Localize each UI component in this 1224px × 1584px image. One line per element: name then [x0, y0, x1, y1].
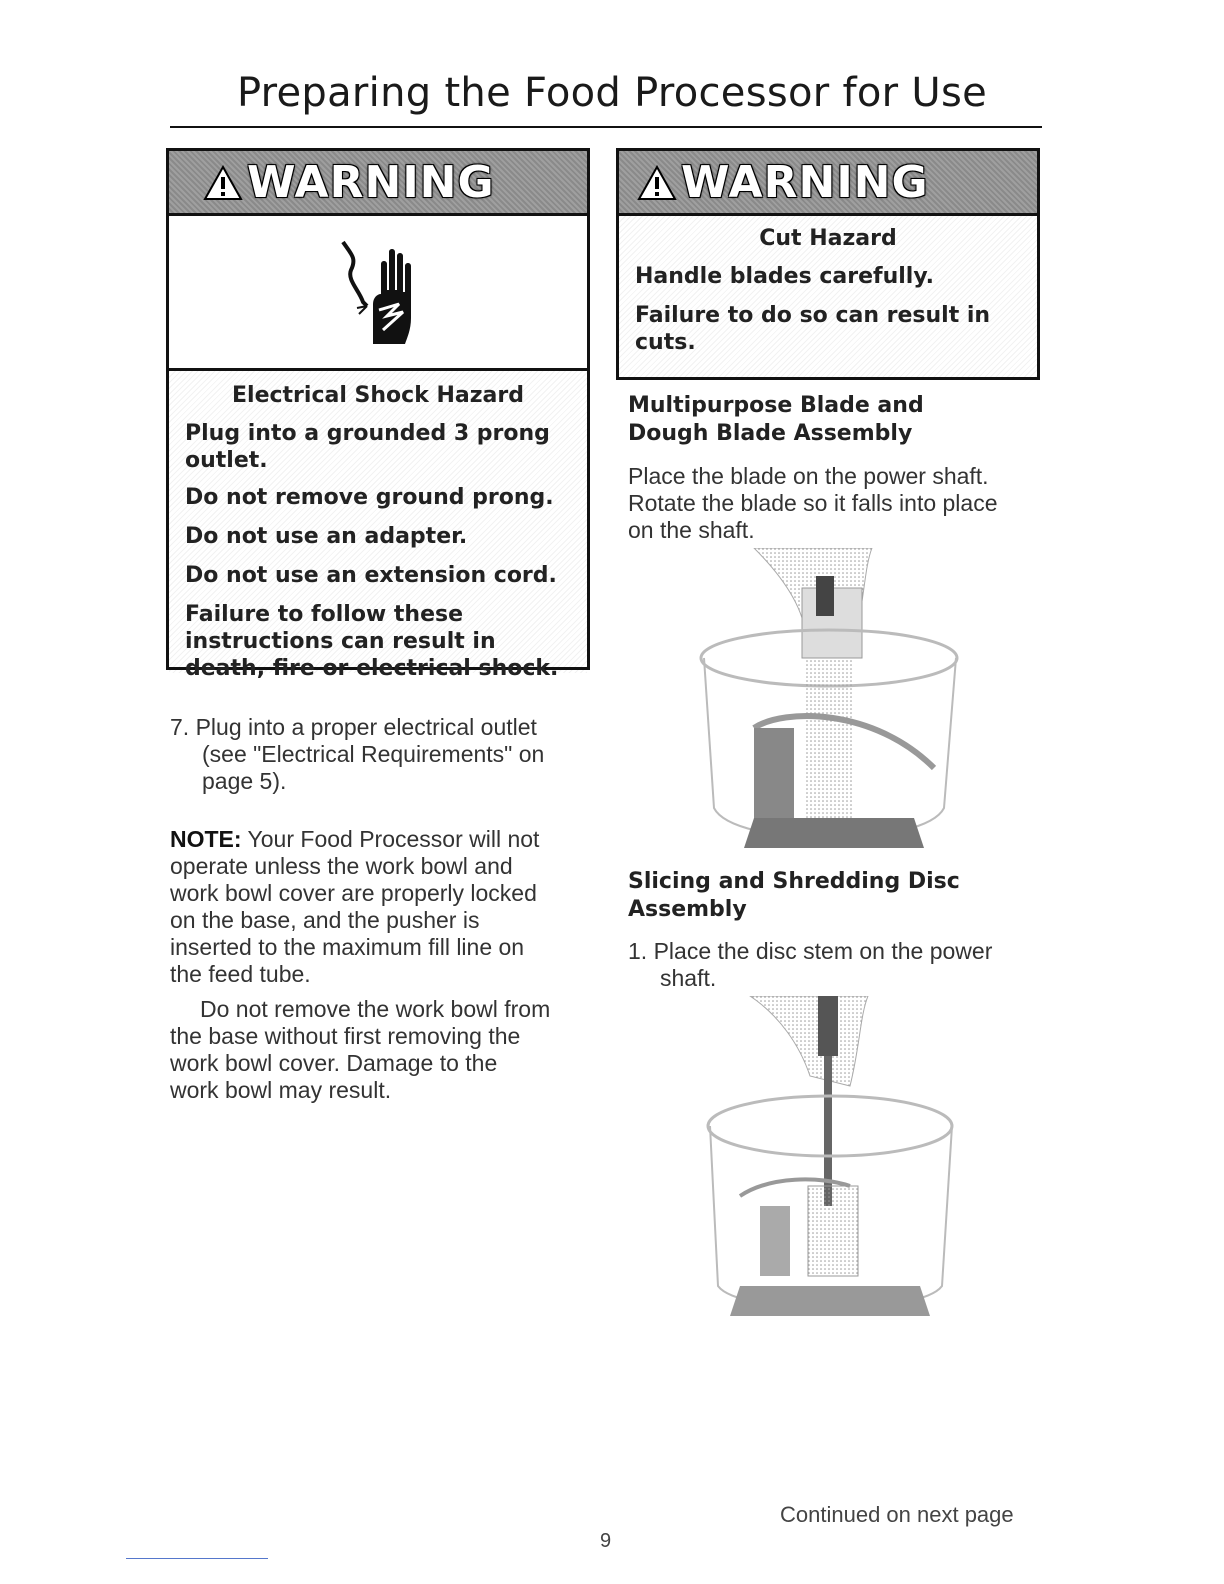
warning-line: Failure to follow these — [185, 602, 464, 627]
electric-shock-hand-icon — [333, 234, 433, 354]
disc-step-1 — [628, 938, 1038, 992]
warning-line: Do not use an adapter. — [185, 524, 468, 549]
electrical-warning-box — [166, 148, 590, 681]
warning-triangle-icon — [637, 165, 677, 201]
step-line: 7. Plug into a proper electrical outlet — [170, 714, 537, 740]
warning-header — [619, 151, 1037, 216]
page-number: 9 — [600, 1530, 612, 1552]
note-line: inserted to the maximum fill line on — [170, 934, 525, 960]
page-title: Preparing the Food Processor for Use — [236, 70, 988, 116]
warning-word: WARNING — [247, 157, 495, 208]
instruction-line: Place the blade on the power shaft. — [628, 463, 989, 489]
hazard-icon-area — [169, 216, 587, 371]
disc-stem-placement-illustration — [700, 996, 962, 1322]
warning-line: Handle blades carefully. — [635, 264, 934, 289]
step-line: 1. Place the disc stem on the power — [628, 938, 993, 964]
note-label: NOTE: — [170, 826, 242, 852]
warning-line: Plug into a grounded 3 prong — [185, 421, 550, 446]
instruction-line: Rotate the blade so it falls into place — [628, 490, 998, 516]
heading-line: Assembly — [628, 897, 747, 922]
step-7 — [170, 714, 590, 795]
paragraph-line: the base without first removing the — [170, 1023, 521, 1049]
paragraph-line: work bowl cover. Damage to the — [170, 1050, 498, 1076]
blade-instructions — [628, 463, 1038, 544]
note-line: on the base, and the pusher is — [170, 907, 480, 933]
note-line: operate unless the work bowl and — [170, 853, 513, 879]
hazard-title: Electrical Shock Hazard — [232, 383, 524, 408]
disc-assembly-heading — [628, 868, 1028, 924]
warning-body — [169, 371, 587, 681]
paragraph-line: Do not remove the work bowl from — [200, 996, 551, 1022]
note-paragraph — [170, 826, 590, 988]
hazard-title: Cut Hazard — [759, 226, 897, 251]
warning-line: outlet. — [185, 448, 268, 473]
note-line: work bowl cover are properly locked — [170, 880, 537, 906]
heading-line: Multipurpose Blade and — [628, 393, 924, 418]
warning-body — [619, 216, 1037, 378]
warning-triangle-icon — [203, 165, 243, 201]
blade-assembly-heading — [628, 392, 1028, 448]
heading-line: Dough Blade Assembly — [628, 421, 913, 446]
step-line: (see "Electrical Requirements" on — [202, 741, 545, 767]
blade-placement-illustration — [694, 548, 964, 858]
continued-note: Continued on next page — [780, 1502, 1014, 1527]
warning-line: Do not remove ground prong. — [185, 485, 554, 510]
note-line: Your Food Processor will not — [241, 826, 540, 852]
warning-line: cuts. — [635, 330, 696, 355]
cut-warning-box — [616, 148, 1040, 380]
heading-line: Slicing and Shredding Disc — [628, 869, 960, 894]
paragraph-line: work bowl may result. — [170, 1077, 392, 1103]
warning-line: Do not use an extension cord. — [185, 563, 557, 588]
footer-divider — [126, 1558, 268, 1559]
warning-header — [169, 151, 587, 216]
step-line: page 5). — [202, 768, 287, 794]
warning-line: instructions can result in — [185, 629, 496, 654]
step-line: shaft. — [660, 965, 717, 991]
bowl-removal-paragraph — [170, 996, 590, 1104]
title-divider — [170, 126, 1042, 128]
instruction-line: on the shaft. — [628, 517, 755, 543]
warning-line: death, fire or electrical shock. — [185, 656, 559, 681]
warning-line: Failure to do so can result in — [635, 303, 991, 328]
warning-word: WARNING — [681, 157, 929, 208]
note-line: the feed tube. — [170, 961, 311, 987]
